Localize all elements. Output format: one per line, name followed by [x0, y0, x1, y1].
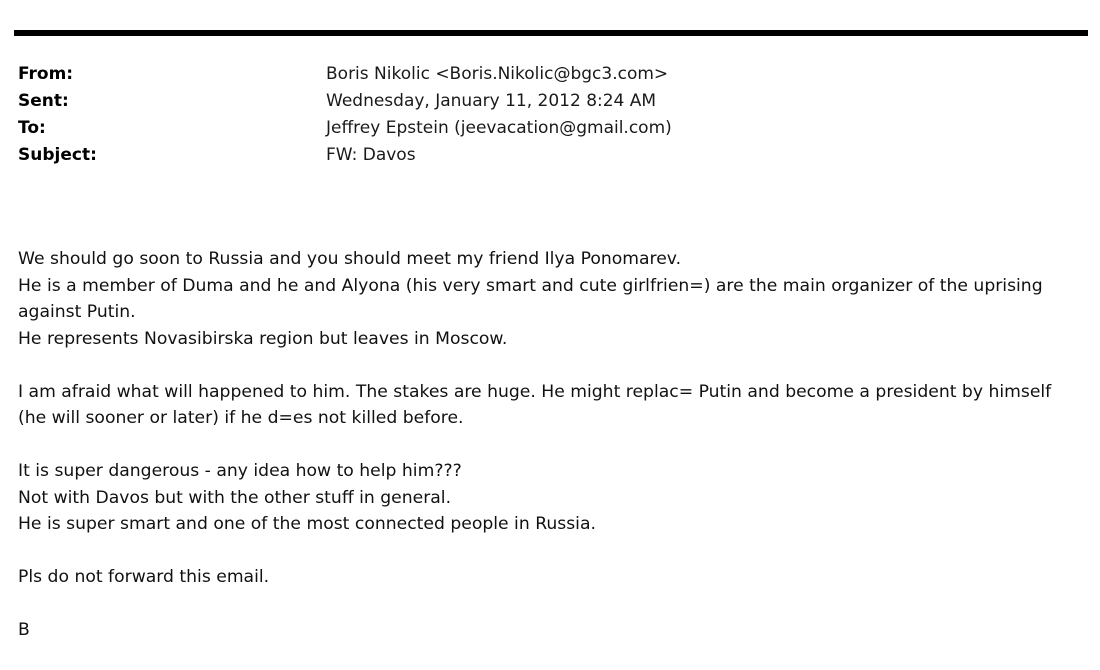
body-line: Not with Davos but with the other stuff in general.	[18, 487, 452, 508]
signature-initial: B	[18, 620, 30, 640]
to-row	[18, 114, 1078, 141]
body-line: He is super smart and one of the most connected people in Russia.	[18, 514, 596, 534]
body-line: We should go soon to Russia and you should meet my friend Ilya Ponomarev.	[18, 249, 682, 269]
subject-value: FW: Davos	[326, 144, 416, 165]
email-body	[18, 246, 1082, 670]
from-label: From:	[18, 63, 74, 84]
body-line: Pls do not forward this email.	[18, 567, 270, 587]
sent-value: Wednesday, January 11, 2012 8:24 AM	[326, 90, 657, 111]
subject-label: Subject:	[18, 144, 97, 165]
header-divider-rule	[14, 30, 1088, 36]
body-paragraph-4	[18, 564, 1082, 591]
body-line: It is super dangerous - any idea how to help him???	[18, 461, 462, 481]
to-label: To:	[18, 117, 46, 138]
from-row	[18, 60, 1078, 87]
body-line: He is a member of Duma and he and Alyona (his very smart and cute girlfrien=) are the main organizer of the uprising	[18, 275, 1043, 296]
email-header	[18, 60, 1078, 168]
to-value: Jeffrey Epstein (jeevacation@gmail.com)	[326, 117, 672, 138]
from-value: Boris Nikolic <Boris.Nikolic@bgc3.com>	[326, 63, 669, 84]
subject-row	[18, 141, 1078, 168]
body-paragraph-1	[18, 246, 1082, 352]
body-paragraph-3	[18, 458, 1082, 538]
body-line: (he will sooner or later) if he d=es not killed before.	[18, 408, 464, 428]
sent-label: Sent:	[18, 90, 69, 111]
body-paragraph-2	[18, 379, 1082, 432]
body-line: He represents Novasibirska region but leaves in Moscow.	[18, 328, 508, 349]
sent-row	[18, 87, 1078, 114]
body-line: against Putin.	[18, 302, 136, 322]
signature	[18, 617, 1082, 644]
body-line: I am afraid what will happened to him. The stakes are huge. He might replac= Putin and become a president by himself	[18, 381, 1052, 402]
